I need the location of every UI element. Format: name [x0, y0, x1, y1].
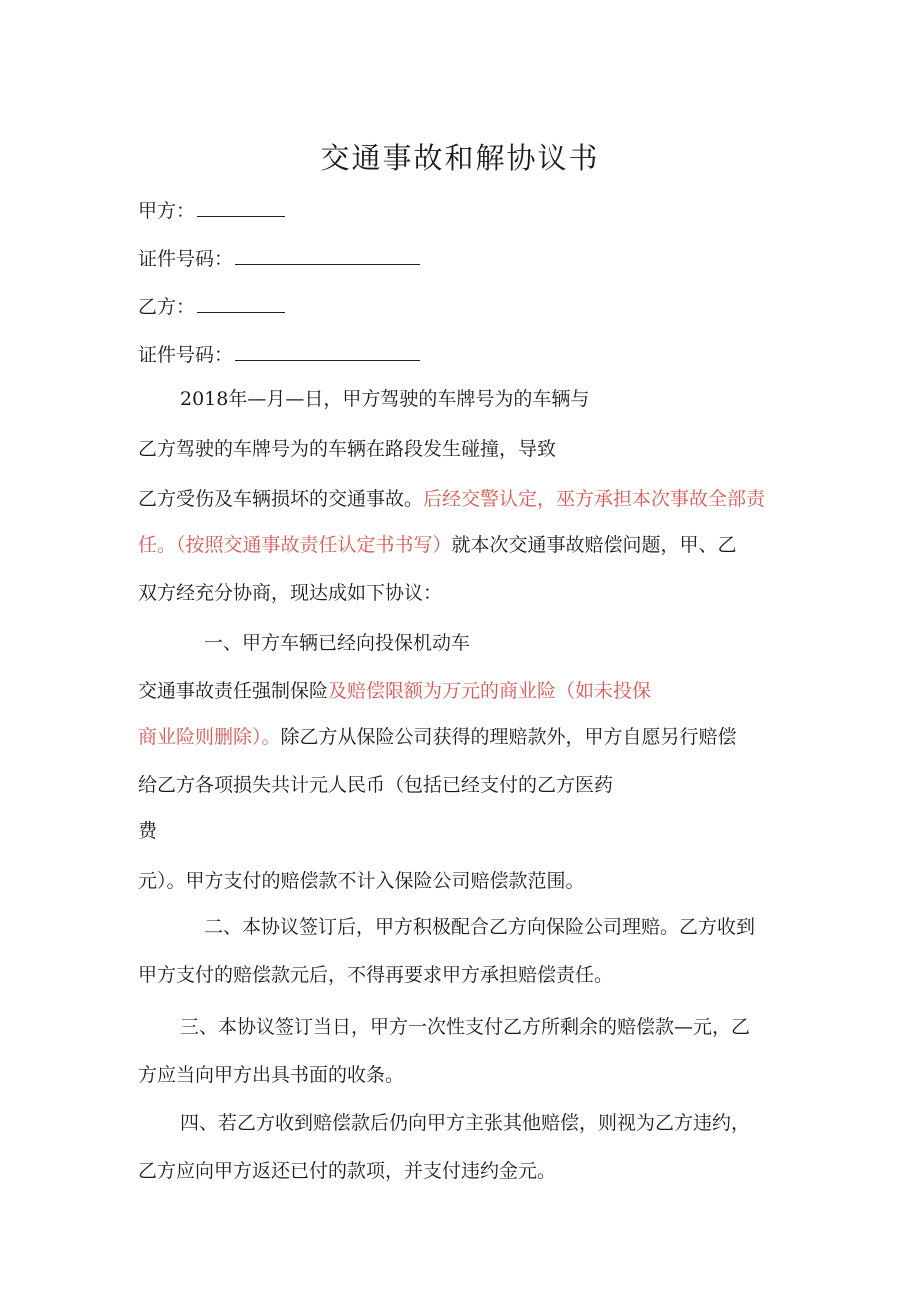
- party-a-blank: [197, 196, 285, 217]
- s1-line-3: [138, 722, 737, 752]
- s3-line-2: 方应当向甲方出具书面的收条。: [138, 1064, 405, 1086]
- p1-line-4: [138, 530, 737, 560]
- s1-line-6: 元）。甲方支付的赔偿款不计入保险公司赔偿款范围。: [138, 870, 585, 892]
- id-a-blank: [235, 244, 420, 265]
- s1-line-4: 给乙方各项损失共计元人民币（包括已经支付的乙方医药: [138, 774, 614, 796]
- s4-line-2: 乙方应向甲方返还已付的款项，并支付违约金元。: [138, 1160, 557, 1182]
- s1-line-2-text: 交通事故责任强制保险: [138, 680, 329, 702]
- s1-line-5: 费: [138, 820, 158, 842]
- s3-line-1: 三、本协议签订当日，甲方一次性支付乙方所剩余的赔偿款—元，乙: [180, 1016, 751, 1038]
- party-a-label: 甲方：: [138, 200, 196, 222]
- s1-line-3-highlight: 商业险则删除）。: [138, 726, 281, 748]
- p1-line-3-text: 乙方受伤及车辆损坏的交通事故。: [138, 488, 424, 510]
- id-a-row: [138, 244, 420, 274]
- p1-line-4-highlight: 任。（按照交通事故责任认定书书写）: [138, 534, 452, 556]
- party-a-row: [138, 196, 285, 226]
- p1-line-1: 2018年—月—日，甲方驾驶的车牌号为的车辆与: [180, 388, 590, 410]
- party-b-row: [138, 292, 285, 322]
- p1-line-2: 乙方驾驶的车牌号为的车辆在路段发生碰撞，导致: [138, 438, 557, 460]
- p1-line-3: [138, 484, 765, 514]
- s2-line-1: 二、本协议签订后，甲方积极配合乙方向保险公司理赔。乙方收到: [204, 916, 756, 938]
- s1-line-2: [138, 676, 651, 706]
- id-b-label: 证件号码：: [138, 344, 234, 366]
- id-b-row: [138, 340, 420, 370]
- s2-line-2: 甲方支付的赔偿款元后，不得再要求甲方承担赔偿责任。: [138, 964, 614, 986]
- s4-line-1: 四、若乙方收到赔偿款后仍向甲方主张其他赔偿，则视为乙方违约，: [180, 1112, 751, 1134]
- p1-line-3-highlight: 后经交警认定，巫方承担本次事故全部责: [423, 488, 766, 510]
- id-a-label: 证件号码：: [138, 248, 234, 270]
- s1-line-3-text: 除乙方从保险公司获得的理赔款外，甲方自愿另行赔偿: [280, 726, 737, 748]
- s1-line-2-highlight: 及赔偿限额为万元的商业险（如未投保: [328, 680, 652, 702]
- party-b-label: 乙方：: [138, 296, 196, 318]
- p1-line-4-text: 就本次交通事故赔偿问题，甲、乙: [451, 534, 737, 556]
- id-b-blank: [235, 340, 420, 361]
- party-b-blank: [197, 292, 285, 313]
- s1-line-1: 一、甲方车辆已经向投保机动车: [204, 632, 471, 654]
- p1-line-5: 双方经充分协商，现达成如下协议：: [138, 582, 443, 604]
- document-title: 交通事故和解协议书: [320, 141, 600, 175]
